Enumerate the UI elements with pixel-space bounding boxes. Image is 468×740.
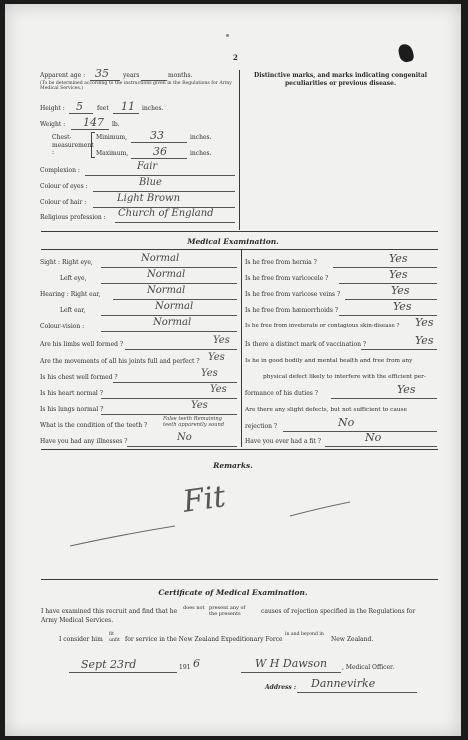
complexion-value: Fair [137, 161, 158, 172]
religion-value: Church of England [118, 208, 214, 219]
remarks-value: Fit [180, 479, 228, 520]
maximum-label: Maximum, [96, 150, 129, 157]
complexion-label: Complexion : [40, 167, 80, 174]
sight-left-value: Normal [147, 269, 186, 280]
weight-label: Weight : [40, 121, 66, 128]
rule-medical-bottom [41, 449, 438, 450]
remarks-heading: Remarks. [213, 461, 253, 470]
apparent-age-label: Apparent age : [40, 72, 86, 79]
varicose-veins-label: Is he free from varicose veins ? [245, 291, 341, 298]
consider-service: for service in the New Zealand Expeditionary Force [125, 636, 283, 643]
medical-heading: Medical Examination. [187, 237, 279, 246]
cert-line1-start: I have examined this recruit and find that he [41, 608, 178, 615]
health-value: Yes [397, 383, 416, 396]
hearing-left-value: Normal [155, 301, 194, 312]
vaccination-value: Yes [415, 334, 434, 347]
skin-disease-label: Is he free from inveterate or contagious skin-disease ? [245, 323, 400, 329]
varicocele-label: Is he free from varicocele ? [245, 275, 329, 282]
hearing-right-label: Hearing : Right ear, [40, 291, 101, 298]
teeth-value: False teeth Remaining teeth apparently sound [163, 416, 225, 428]
lungs-label: Is his lungs normal ? [40, 406, 104, 413]
chest-label: Chest-measurement : [52, 134, 94, 156]
height-feet-value: 5 [76, 100, 83, 113]
limbs-label: Are his limbs well formed ? [40, 341, 124, 348]
ink-blot-icon [397, 43, 414, 64]
cert-does-not: does not [183, 605, 205, 611]
defects-value: No [338, 416, 355, 429]
address-label: Address : [265, 684, 297, 691]
colour-vision-value: Normal [153, 317, 192, 328]
varicose-veins-value: Yes [391, 284, 410, 297]
sight-right-value: Normal [141, 253, 180, 264]
haemorrhoids-value: Yes [393, 300, 412, 313]
maximum-value: 36 [153, 145, 167, 158]
weight-value: 147 [83, 116, 104, 129]
eyes-label: Colour of eyes : [40, 183, 88, 190]
heart-value: Yes [210, 384, 227, 395]
feet-label: feet [97, 105, 109, 112]
years-label: years [123, 72, 140, 79]
column-divider-top [239, 70, 240, 230]
teeth-label: What is the condition of the teeth ? [40, 422, 148, 429]
cert-presents: present any of the presents [209, 605, 246, 617]
cert-line1-end: causes of rejection specified in the Regulations for [261, 608, 416, 615]
fit-unfit-options: fit unfit [109, 632, 120, 643]
binding-hole [226, 34, 229, 37]
certificate-heading: Certificate of Medical Examination. [158, 588, 308, 597]
inches-label: inches. [142, 105, 164, 112]
health-label-line3: formance of his duties ? [245, 390, 318, 397]
distinctive-marks-heading: Distinctive marks, and marks indicating congenital peculiarities or previous disease. [253, 72, 427, 87]
hernia-value: Yes [389, 252, 408, 265]
hair-label: Colour of hair : [40, 199, 87, 206]
medical-officer-label: , Medical Officer. [342, 664, 395, 671]
rule-certificate-top [41, 579, 438, 580]
health-label-line2: physical defect likely to interfere with the efficient per- [263, 374, 426, 380]
cert-line2: Army Medical Services. [41, 617, 114, 624]
rule-medical-top [41, 231, 438, 232]
remarks-pen-strokes [65, 494, 365, 554]
age-note: (To be determined according to the instructions given in the Regulations for Army Medical Services.) [40, 81, 232, 92]
nz-label: New Zealand. [331, 636, 374, 643]
colour-vision-label: Colour-vision : [40, 323, 85, 330]
vaccination-label: Is there a distinct mark of vaccination ? [245, 341, 367, 348]
chest-formed-value: Yes [201, 368, 218, 379]
hearing-left-label: Left ear, [60, 307, 86, 314]
religion-label: Religious profession : [40, 214, 106, 221]
hair-value: Light Brown [117, 193, 181, 204]
date-value: Sept 23rd [81, 658, 137, 671]
illnesses-value: No [177, 432, 192, 443]
eyes-value: Blue [139, 177, 162, 188]
lungs-value: Yes [191, 400, 208, 411]
year-prefix: 191 [179, 664, 191, 671]
column-divider-medical [241, 250, 242, 447]
minimum-label: Minimum, [96, 134, 127, 141]
inches-max-label: inches. [190, 150, 212, 157]
medical-officer-signature: W H Dawson [255, 657, 328, 670]
chest-formed-label: Is his chest well formed ? [40, 374, 118, 381]
apparent-age-value: 35 [95, 67, 109, 80]
height-inches-value: 11 [121, 100, 135, 113]
fit-label: Have you ever had a fit ? [245, 438, 321, 445]
year-suffix: 6 [193, 657, 200, 670]
varicocele-value: Yes [389, 268, 408, 281]
inches-min-label: inches. [190, 134, 212, 141]
sight-right-label: Sight : Right eye, [40, 259, 93, 266]
rule-medical-inner [41, 249, 438, 250]
defects-label-line2: rejection ? [245, 423, 278, 430]
fit-value: No [365, 431, 382, 444]
address-value: Dannevirke [311, 677, 376, 690]
attestation-page [5, 4, 461, 736]
lb-label: lb. [112, 121, 120, 128]
defects-label-line1: Are there any slight defects, but not sufficient to cause [245, 407, 407, 413]
minimum-value: 33 [150, 129, 164, 142]
sight-left-label: Left eye, [60, 275, 87, 282]
hernia-label: Is he free from hernia ? [245, 259, 317, 266]
page-number: 2 [233, 53, 238, 62]
joints-value: Yes [208, 352, 225, 363]
heart-label: Is his heart normal ? [40, 390, 103, 397]
months-label: months. [168, 72, 193, 79]
haemorrhoids-label: Is he free from hæmorrhoids ? [245, 307, 339, 314]
hearing-right-value: Normal [147, 285, 186, 296]
joints-label: Are the movements of all his joints full and perfect ? [40, 358, 200, 365]
skin-disease-value: Yes [415, 316, 434, 329]
chest-bracket [91, 132, 95, 158]
illnesses-label: Have you had any illnesses ? [40, 438, 128, 445]
in-beyond-options: in and beyond in [285, 632, 324, 637]
consider-label: I consider him [59, 636, 103, 643]
height-label: Height : [40, 105, 65, 112]
limbs-value: Yes [213, 335, 230, 346]
health-label-line1: Is he in good bodily and mental health and free from any [245, 358, 413, 364]
